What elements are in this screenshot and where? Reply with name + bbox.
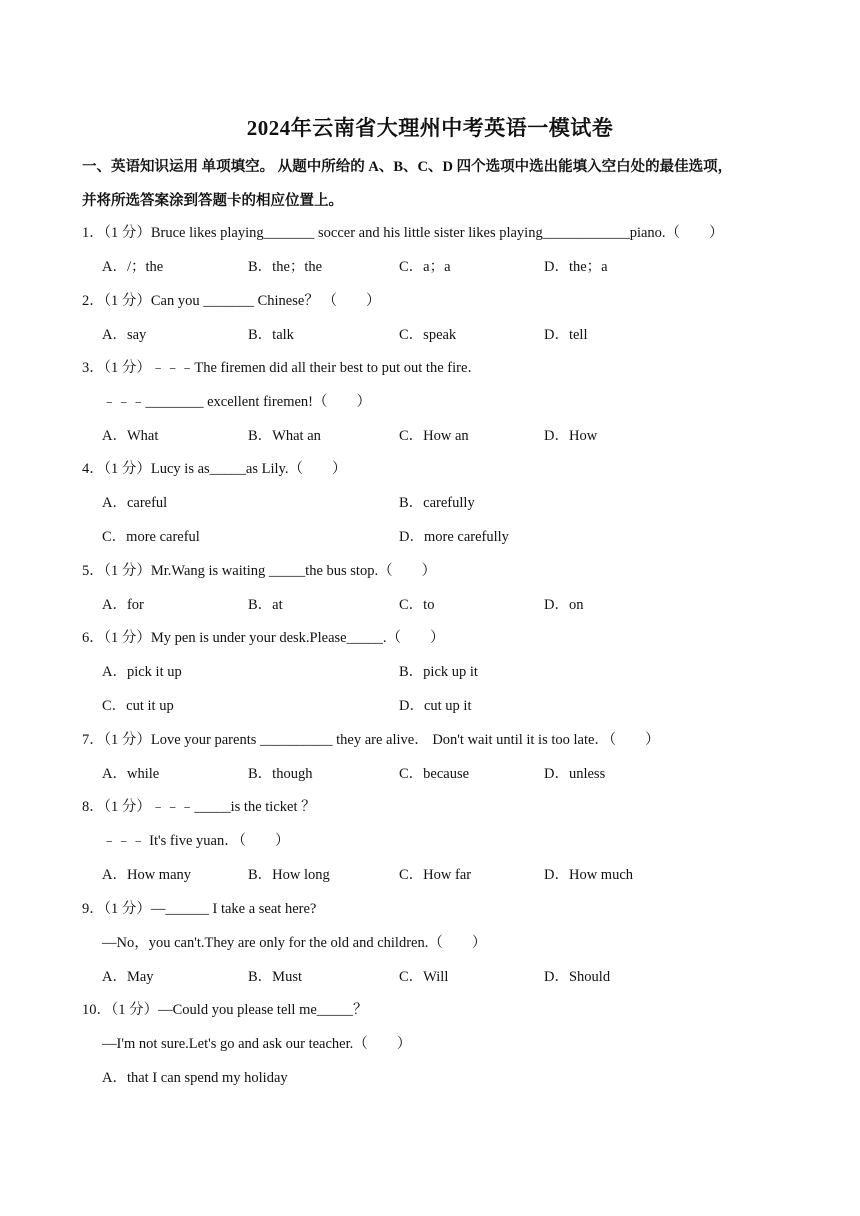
question-8-option-a: A．How many [102,867,192,883]
question-1-option-b: B．the；the [248,259,323,275]
question-2-option-c: C．speak [399,327,457,343]
question-5-option-b: B．at [248,597,283,613]
page-title: 2024年云南省大理州中考英语一模试卷 [246,116,614,140]
question-3-option-a: A．What [102,428,159,444]
question-9-option-b: B．Must [248,969,302,985]
question-8-option-d: D．How much [544,867,634,883]
question-1-option-c: C．a；a [399,259,451,275]
question-1-stem: 1．（1 分）Bruce likes playing_______ soccer and his little sister likes playing____________piano.（ ） [82,225,724,241]
section-instruction-line-1: 一、英语知识运用 单项填空。 从题中所给的 A、B、C、D 四个选项中选出能填入空白处的最佳选项， [82,159,733,175]
question-3-option-c: C．How an [399,428,469,444]
question-10-option-a: A．that I can spend my holiday [102,1070,288,1086]
question-6-option-d: D．cut up it [399,698,472,714]
question-6-option-a: A．pick it up [102,664,182,680]
question-7-option-a: A．while [102,766,160,782]
question-9-option-d: D．Should [544,969,611,985]
question-9-option-c: C．Will [399,969,449,985]
question-3-option-d: D．How [544,428,598,444]
question-5-option-d: D．on [544,597,584,613]
question-7-stem: 7．（1 分）Love your parents __________ they are alive． Don't wait until it is too late．（ ） [82,732,660,748]
question-6-option-b: B．pick up it [399,664,478,680]
question-3-stem: 3．（1 分）﹣﹣﹣The firemen did all their best to put out the fire． [82,360,482,376]
question-8-stem: 8．（1 分）﹣﹣﹣_____is the ticket ？ [82,799,316,815]
question-9-stem: 9．（1 分）—______ I take a seat here? [82,901,317,917]
question-1-option-d: D．the；a [544,259,608,275]
question-4-option-d: D．more carefully [399,529,509,545]
question-1-option-a: A．/；the [102,259,164,275]
section-instructions [82,150,782,218]
question-4-option-b: B．carefully [399,495,475,511]
question-10-stem: 10．（1 分）—Could you please tell me_____？ [82,1002,368,1018]
question-2-option-a: A．say [102,327,147,343]
question-2-option-b: B．talk [248,327,294,343]
question-8-stem-line-2: ﹣﹣﹣ It's five yuan．（ ） [102,833,290,849]
question-5-option-c: C．to [399,597,435,613]
section-instruction-line-2: 并将所选答案涂到答题卡的相应位置上。 [82,193,343,209]
question-5-option-a: A．for [102,597,144,613]
question-2-stem: 2．（1 分）Can you _______ Chinese？ （ ） [82,293,381,309]
question-3-stem-line-2: ﹣﹣﹣________ excellent firemen!（ ） [102,394,371,410]
question-4-option-a: A．careful [102,495,168,511]
question-3-option-b: B．What an [248,428,321,444]
question-9-option-a: A．May [102,969,154,985]
question-6-stem: 6．（1 分）My pen is under your desk.Please_____.（ ） [82,630,445,646]
question-6-option-c: C．cut it up [102,698,174,714]
question-2-option-d: D．tell [544,327,588,343]
question-8-option-c: C．How far [399,867,472,883]
question-7-option-c: C．because [399,766,470,782]
question-10-stem-line-2: —I'm not sure.Let's go and ask our teacher.（ ） [102,1036,412,1052]
question-7-option-d: D．unless [544,766,606,782]
question-8-option-b: B．How long [248,867,330,883]
question-7-option-b: B．though [248,766,313,782]
question-9-stem-line-2: —No，you can't.They are only for the old and children.（ ） [102,935,487,951]
question-5-stem: 5．（1 分）Mr.Wang is waiting _____the bus stop.（ ） [82,563,437,579]
question-4-option-c: C．more careful [102,529,200,545]
question-4-stem: 4．（1 分）Lucy is as_____as Lily.（ ） [82,461,347,477]
